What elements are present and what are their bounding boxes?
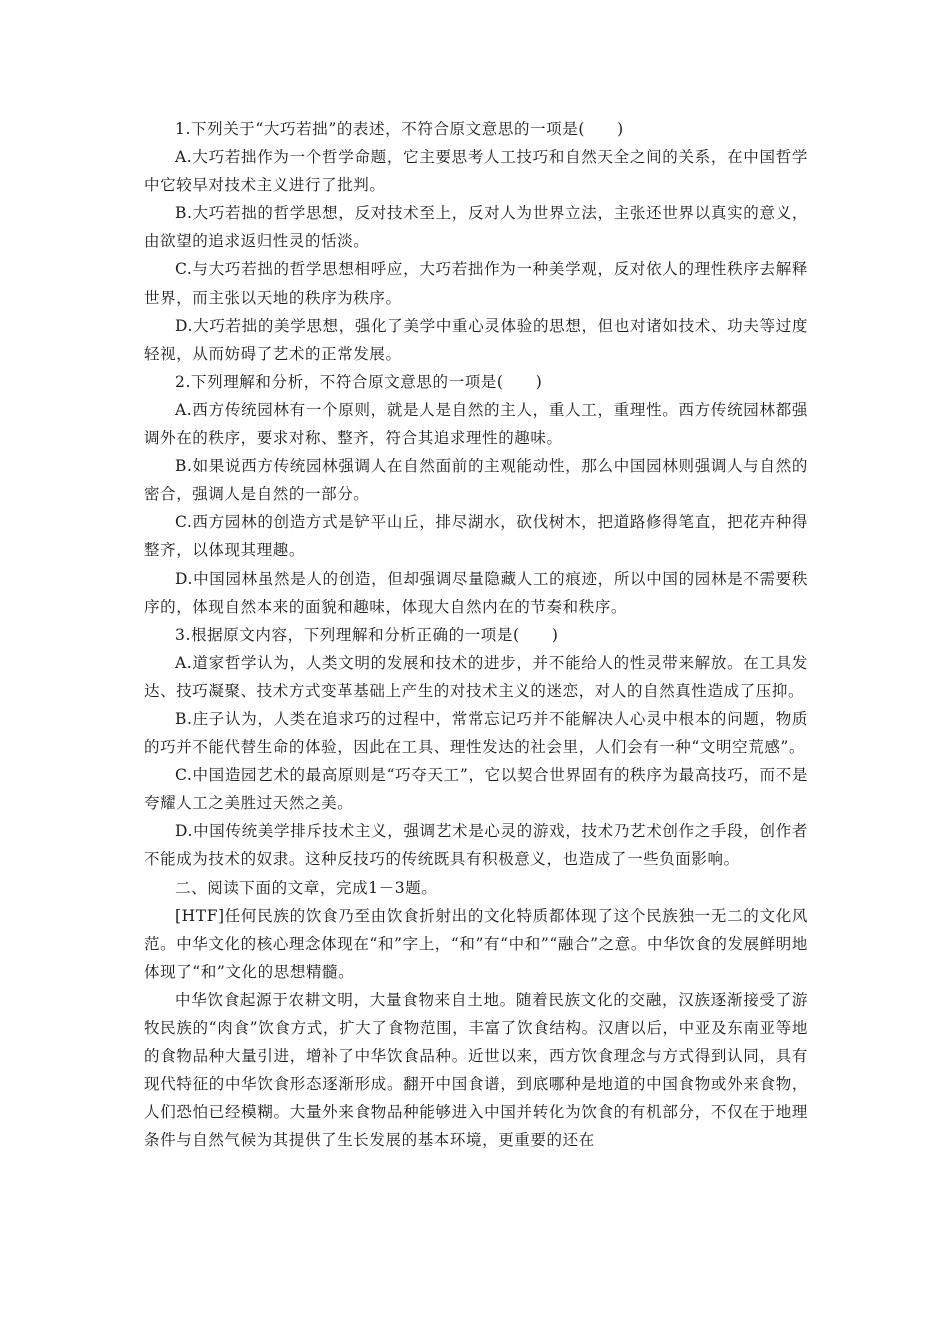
question-2-option-d: D.中国园林虽然是人的创造，但却强调尽量隐藏人工的痕迹，所以中国的园林是不需要秩序的，体现自然本来的面貌和趣味，体现大自然内在的节奏和秩序。 — [144, 569, 808, 616]
question-1-option-c: C.与大巧若拙的哲学思想相呼应，大巧若拙作为一种美学观，反对依人的理性秩序去解释世界，而主张以天地的秩序为秩序。 — [144, 260, 808, 307]
document-body — [144, 115, 808, 1154]
question-3-option-c: C.中国造园艺术的最高原则是“巧夺天工”，它以契合世界固有的秩序为最高技巧，而不是夸耀人工之美胜过天然之美。 — [144, 766, 808, 813]
question-1-option-a: A.大巧若拙作为一个哲学命题，它主要思考人工技巧和自然天全之间的关系，在中国哲学中它较早对技术主义进行了批判。 — [144, 148, 808, 195]
question-2-option-b: B.如果说西方传统园林强调人在自然面前的主观能动性，那么中国园林则强调人与自然的密合，强调人是自然的一部分。 — [144, 457, 808, 504]
question-1-option-b: B.大巧若拙的哲学思想，反对技术至上，反对人为世界立法，主张还世界以真实的意义，由欲望的追求返归性灵的恬淡。 — [144, 204, 808, 251]
article-paragraph: 中华饮食起源于农耕文明，大量食物来自土地。随着民族文化的交融，汉族逐渐接受了游牧民族的“肉食”饮食方式，扩大了食物范围，丰富了饮食结构。汉唐以后，中亚及东南亚等地的食物品种大量引进，增补了中华饮食品种。近世以来，西方饮食理念与方式得到认同，具有现代特征的中华饮食形态逐渐形成。翻开中国食谱，到底哪种是地道的中国食物或外来食物，人们恐怕已经模糊。大量外来食物品种能够进入中国并转化为饮食的有机部分，不仅在于地理条件与自然气候为其提供了生长发展的基本环境，更重要的还在 — [144, 990, 808, 1150]
question-1-option-d: D.大巧若拙的美学思想，强化了美学中重心灵体验的思想，但也对诸如技术、功夫等过度轻视，从而妨碍了艺术的正常发展。 — [144, 316, 808, 363]
article-paragraph: [HTF]任何民族的饮食乃至由饮食折射出的文化特质都体现了这个民族独一无二的文化风范。中华文化的核心理念体现在“和”字上，“和”有“中和”“融合”之意。中华饮食的发展鲜明地体现了“和”文化的思想精髓。 — [144, 906, 808, 981]
section-two-heading: 二、阅读下面的文章，完成1－3题。 — [175, 878, 438, 897]
question-3-stem: 3.根据原文内容，下列理解和分析正确的一项是( ) — [175, 625, 559, 644]
question-3-option-a: A.道家哲学认为，人类文明的发展和技术的进步，并不能给人的性灵带来解放。在工具发达、技巧凝聚、技术方式变革基础上产生的对技术主义的迷恋，对人的自然真性造成了压抑。 — [144, 653, 808, 700]
question-3-option-b: B.庄子认为，人类在追求巧的过程中，常常忘记巧并不能解决人心灵中根本的问题，物质的巧并不能代替生命的体验，因此在工具、理性发达的社会里，人们会有一种“文明空荒感”。 — [144, 709, 808, 757]
question-2-stem: 2.下列理解和分析，不符合原文意思的一项是( ) — [175, 372, 543, 391]
question-1-stem: 1.下列关于“大巧若拙”的表述，不符合原文意思的一项是( ) — [175, 120, 624, 138]
question-2-option-a: A.西方传统园林有一个原则，就是人是自然的主人，重人工，重理性。西方传统园林都强调外在的秩序，要求对称、整齐，符合其追求理性的趣味。 — [144, 400, 808, 448]
question-3-option-d: D.中国传统美学排斥技术主义，强调艺术是心灵的游戏，技术乃艺术创作之手段，创作者不能成为技术的奴隶。这种反技巧的传统既具有积极意义，也造成了一些负面影响。 — [144, 822, 808, 869]
question-2-option-c: C.西方园林的创造方式是铲平山丘，排尽湖水，砍伐树木，把道路修得笔直，把花卉种得整齐，以体现其理趣。 — [144, 513, 808, 560]
